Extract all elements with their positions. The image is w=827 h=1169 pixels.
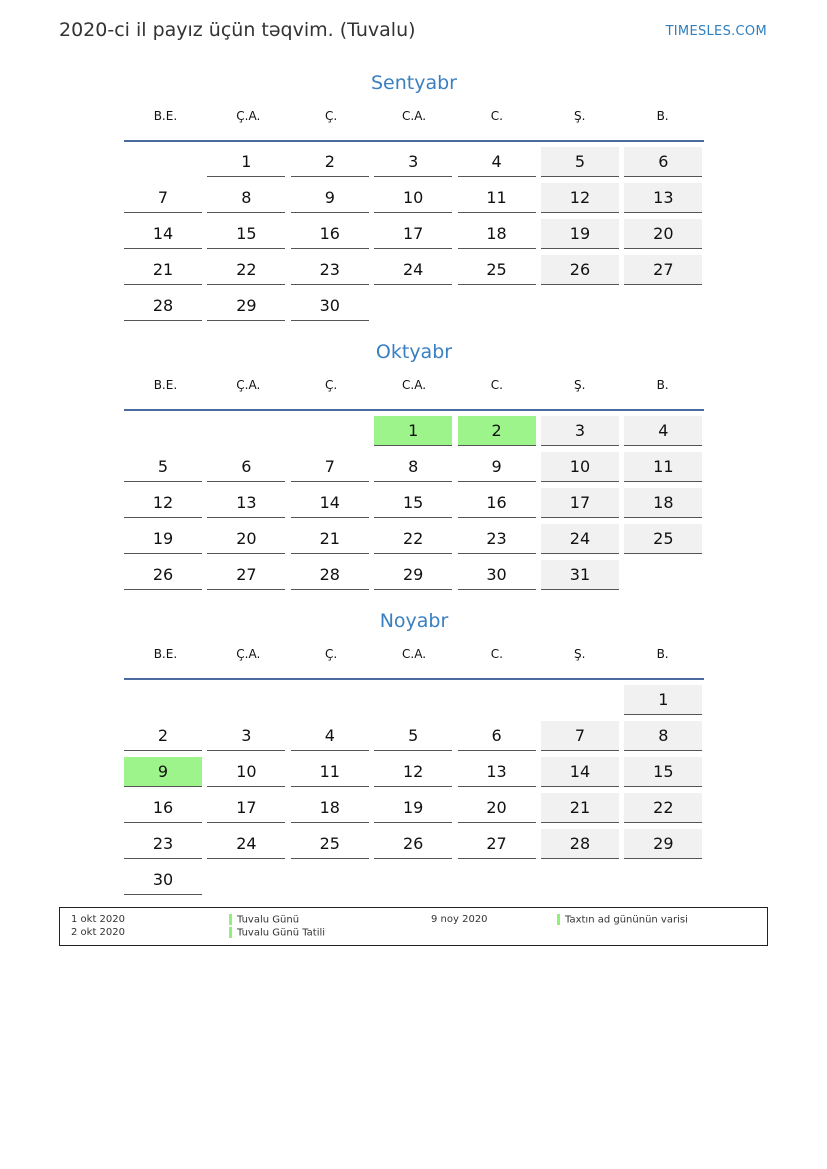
empty-cell [124,685,202,715]
day-cell: 10 [541,452,619,482]
day-grid [124,147,704,327]
day-cell: 30 [291,291,369,321]
day-cell: 18 [291,793,369,823]
site-link[interactable]: TIMESLES.COM [665,24,767,39]
day-cell: 22 [374,524,452,554]
empty-cell [541,685,619,715]
day-cell: 15 [624,757,702,787]
day-cell: 20 [458,793,536,823]
day-cell: 7 [541,721,619,751]
day-cell: 22 [207,255,285,285]
day-cell: 12 [124,488,202,518]
day-cell: 18 [458,219,536,249]
day-cell: 30 [458,560,536,590]
day-cell: 19 [541,219,619,249]
weekday-label: B.E. [153,109,178,123]
weekday-header [124,373,704,411]
weekday-label: Ç.A. [236,109,261,123]
day-cell: 29 [374,560,452,590]
day-cell: 8 [374,452,452,482]
empty-cell [458,685,536,715]
legend-date: 2 okt 2020 [71,927,125,938]
day-cell: 26 [374,829,452,859]
day-cell: 27 [624,255,702,285]
day-cell: 11 [291,757,369,787]
weekday-label: C.A. [402,378,427,392]
day-cell: 5 [374,721,452,751]
day-cell: 3 [541,416,619,446]
month-title: Sentyabr [370,72,457,94]
holiday-day-cell: 9 [124,757,202,787]
legend-swatch [229,927,232,938]
month-september [124,68,704,327]
day-cell: 16 [124,793,202,823]
day-cell: 25 [458,255,536,285]
weekday-label: Ç. [325,109,338,123]
day-cell: 2 [124,721,202,751]
day-cell: 1 [624,685,702,715]
day-cell: 4 [291,721,369,751]
weekday-label: C. [490,378,503,392]
day-cell: 22 [624,793,702,823]
legend-entry [229,927,325,939]
weekday-label: B. [656,647,669,661]
weekday-label: B.E. [153,378,178,392]
weekday-header [124,642,704,680]
weekday-label: Ç.A. [236,378,261,392]
day-cell: 21 [541,793,619,823]
weekday-label: Ç. [325,378,338,392]
weekday-label: C. [490,109,503,123]
weekday-label: B.E. [153,647,178,661]
day-cell: 31 [541,560,619,590]
day-cell: 15 [374,488,452,518]
day-cell: 26 [124,560,202,590]
day-cell: 16 [291,219,369,249]
day-cell: 5 [541,147,619,177]
weekday-label: Ş. [574,109,586,123]
day-cell: 21 [124,255,202,285]
weekday-header [124,104,704,142]
legend-label: Taxtın ad gününün varisi [565,914,688,926]
day-cell: 18 [624,488,702,518]
day-cell: 2 [291,147,369,177]
day-cell: 23 [291,255,369,285]
legend-swatch [229,914,232,925]
day-cell: 26 [541,255,619,285]
day-cell: 28 [541,829,619,859]
day-cell: 9 [458,452,536,482]
day-cell: 20 [207,524,285,554]
day-cell: 24 [207,829,285,859]
day-cell: 27 [458,829,536,859]
empty-cell [291,416,369,446]
day-cell: 6 [458,721,536,751]
weekday-label: B. [656,109,669,123]
day-cell: 12 [541,183,619,213]
day-cell: 24 [374,255,452,285]
empty-cell [124,147,202,177]
weekday-label: B. [656,378,669,392]
day-cell: 19 [374,793,452,823]
weekday-label: Ş. [574,647,586,661]
day-cell: 9 [291,183,369,213]
month-november [124,606,704,901]
day-cell: 3 [374,147,452,177]
day-cell: 17 [207,793,285,823]
day-cell: 8 [207,183,285,213]
empty-cell [124,416,202,446]
day-cell: 17 [541,488,619,518]
day-cell: 7 [291,452,369,482]
legend-date: 9 noy 2020 [431,914,488,925]
day-cell: 25 [291,829,369,859]
day-cell: 5 [124,452,202,482]
day-cell: 29 [207,291,285,321]
day-cell: 6 [207,452,285,482]
day-cell: 25 [624,524,702,554]
day-cell: 7 [124,183,202,213]
day-cell: 12 [374,757,452,787]
weekday-label: Ç.A. [236,647,261,661]
weekday-label: C. [490,647,503,661]
legend-entry [557,914,688,926]
legend-swatch [557,914,560,925]
empty-cell [374,685,452,715]
day-cell: 16 [458,488,536,518]
day-cell: 23 [124,829,202,859]
day-cell: 13 [207,488,285,518]
day-cell: 8 [624,721,702,751]
month-october [124,337,704,596]
day-cell: 28 [124,291,202,321]
day-cell: 14 [291,488,369,518]
weekday-label: C.A. [402,647,427,661]
holiday-day-cell: 1 [374,416,452,446]
holiday-day-cell: 2 [458,416,536,446]
weekday-label: Ş. [574,378,586,392]
day-cell: 28 [291,560,369,590]
day-cell: 17 [374,219,452,249]
day-grid [124,685,704,901]
legend-date: 1 okt 2020 [71,914,125,925]
day-cell: 11 [458,183,536,213]
legend-label: Tuvalu Günü Tatili [237,927,326,939]
legend-label: Tuvalu Günü [237,914,300,926]
day-cell: 15 [207,219,285,249]
month-title: Oktyabr [375,341,453,363]
month-title: Noyabr [379,610,449,632]
page-title: 2020-ci il payız üçün təqvim. (Tuvalu) [59,19,416,41]
day-cell: 10 [374,183,452,213]
day-cell: 10 [207,757,285,787]
day-cell: 14 [541,757,619,787]
day-cell: 30 [124,865,202,895]
day-cell: 19 [124,524,202,554]
day-cell: 29 [624,829,702,859]
weekday-label: C.A. [402,109,427,123]
legend-entry [229,914,299,926]
holiday-legend [59,907,768,946]
day-cell: 11 [624,452,702,482]
day-cell: 24 [541,524,619,554]
day-cell: 1 [207,147,285,177]
empty-cell [207,416,285,446]
empty-cell [291,685,369,715]
day-cell: 13 [458,757,536,787]
day-cell: 3 [207,721,285,751]
empty-cell [207,685,285,715]
day-cell: 4 [458,147,536,177]
day-cell: 4 [624,416,702,446]
day-cell: 14 [124,219,202,249]
day-cell: 27 [207,560,285,590]
day-cell: 23 [458,524,536,554]
weekday-label: Ç. [325,647,338,661]
day-cell: 13 [624,183,702,213]
day-cell: 6 [624,147,702,177]
day-grid [124,416,704,596]
day-cell: 20 [624,219,702,249]
day-cell: 21 [291,524,369,554]
